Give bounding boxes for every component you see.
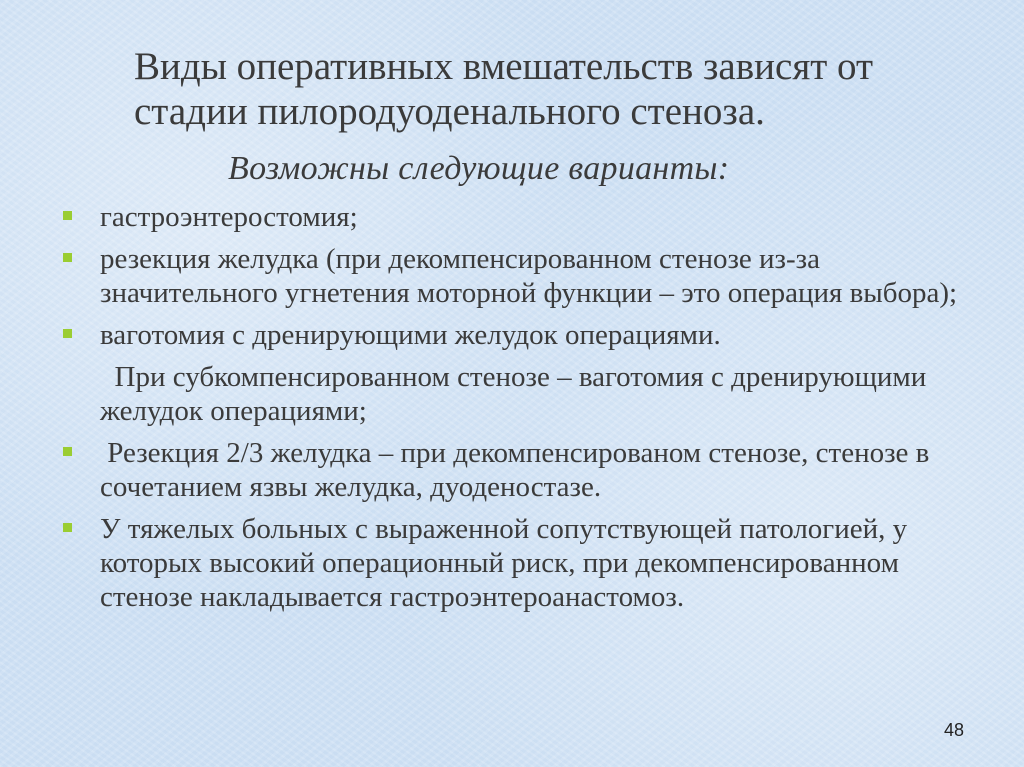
square-bullet-icon (63, 329, 72, 338)
list-item (60, 360, 980, 428)
slide-subtitle: Возможны следующие варианты: (228, 150, 730, 187)
square-bullet-icon (63, 253, 72, 262)
list-item-text: резекция желудка (при декомпенсированном стенозе из-за значительного угнетения моторной функции – это операция выбора); (100, 243, 958, 309)
square-bullet-icon (63, 211, 72, 220)
page-number: 48 (943, 720, 964, 740)
list-item (60, 200, 980, 234)
list-item (60, 512, 980, 614)
square-bullet-icon (63, 447, 72, 456)
list-item-text: У тяжелых больных с выраженной сопутствующей патологией, у которых высокий операционный риск, при декомпенсированном стенозе накладывается гастроэнтероанастомоз. (100, 513, 908, 613)
list-item-text: ваготомия с дренирующими желудок операциями. (100, 319, 721, 351)
list-item (60, 242, 980, 310)
slide-title: Виды оперативных вмешательств зависят от стадии пилородуоденального стеноза. (134, 45, 874, 133)
list-item-text: При субкомпенсированном стенозе – ваготомия с дренирующими желудок операциями; (100, 361, 934, 427)
list-item (60, 436, 980, 504)
bullet-list (60, 200, 980, 622)
list-item-text: гастроэнтеростомия; (100, 201, 358, 233)
list-item-text: Резекция 2/3 желудка – при декомпенсированом стенозе, стенозе в сочетанием язвы желудка, дуоденостазе. (100, 437, 937, 503)
list-item (60, 318, 980, 352)
square-bullet-icon (63, 523, 72, 532)
